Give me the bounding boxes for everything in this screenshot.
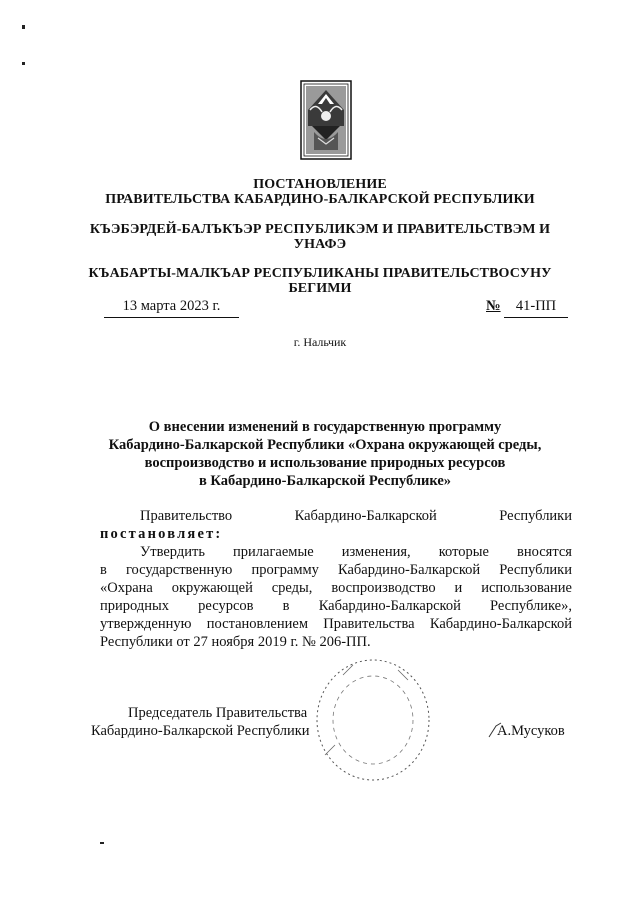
body-word: Республики: [499, 508, 572, 524]
body-word: прилагаемые: [233, 544, 314, 560]
body-line: [100, 579, 572, 597]
issuer-kabardian-line2: УНАФЭ: [293, 237, 347, 252]
body-word: изменения,: [341, 544, 411, 560]
number-sign: №: [486, 298, 501, 314]
issuer-russian: ПРАВИТЕЛЬСТВА КАБАРДИНО-БАЛКАРСКОЙ РЕСПУБЛИКИ: [105, 192, 535, 207]
signature-stroke-icon: [488, 722, 502, 738]
official-stamp-icon: [313, 655, 433, 785]
body-word: ресурсов: [198, 598, 254, 614]
body-word: в: [282, 598, 290, 614]
body-word: среды,: [271, 580, 313, 596]
decree-type: ПОСТАНОВЛЕНИЕ: [253, 177, 387, 192]
scan-speck: [22, 62, 25, 65]
body-word: Кабардино-Балкарской: [429, 616, 572, 632]
body-word: которые: [438, 544, 489, 560]
body-word: природных: [100, 598, 169, 614]
body-word: Правительства: [323, 616, 415, 632]
body-word: утвержденную: [100, 616, 192, 632]
body-line: [100, 507, 572, 525]
body-word: Кабардино-Балкарской: [338, 562, 481, 578]
decree-verb: постановляет:: [100, 526, 223, 542]
decree-number-block: [486, 297, 570, 317]
body-word: постановлением: [206, 616, 308, 632]
body-line: [100, 597, 572, 615]
body-word: и: [454, 580, 463, 596]
city: г. Нальчик: [293, 335, 347, 349]
coat-of-arms-icon: [300, 80, 352, 160]
body-word: использование: [481, 580, 572, 596]
decree-title: [90, 418, 560, 490]
body-word: окружающей: [171, 580, 253, 596]
issuer-balkar-line2: БЕГИМИ: [288, 281, 352, 296]
decree-body: [100, 507, 572, 651]
title-line: Кабардино-Балкарской Республики «Охрана окружающей среды,: [108, 437, 542, 453]
decree-number: 41-ПП: [504, 297, 568, 318]
body-word: Кабардино-Балкарской: [318, 598, 461, 614]
body-word: Правительство: [140, 508, 233, 524]
body-line: Республики от 27 ноября 2019 г. № 206-ПП.: [100, 634, 371, 650]
body-word: вносятся: [517, 544, 572, 560]
body-word: Утвердить: [140, 544, 205, 560]
body-word: Республики: [499, 562, 572, 578]
signatory-name: А.Мусуков: [497, 723, 565, 739]
scan-speck: [100, 842, 104, 844]
signatory-position-line1: Председатель Правительства: [128, 705, 308, 721]
title-line: воспроизводство и использование природных ресурсов: [144, 455, 506, 471]
title-line: в Кабардино-Балкарской Республике»: [198, 473, 452, 489]
body-word: «Охрана: [100, 580, 153, 596]
issuer-kabardian-line1: КЪЭБЭРДЕЙ-БАЛЪКЪЭР РЕСПУБЛИКЭМ И ПРАВИТЕЛЬСТВЭМ И: [89, 222, 551, 237]
body-word: Республике»,: [490, 598, 572, 614]
body-line: [100, 543, 572, 561]
body-word: программу: [251, 562, 319, 578]
title-line: О внесении изменений в государственную программу: [148, 419, 502, 435]
decree-date: 13 марта 2023 г.: [104, 297, 239, 318]
body-word: государственную: [125, 562, 233, 578]
body-word: Кабардино-Балкарской: [294, 508, 437, 524]
scan-speck: [22, 25, 25, 29]
body-word: в: [100, 562, 107, 578]
body-line: [100, 615, 572, 633]
body-line: [100, 561, 572, 579]
body-word: воспроизводство: [331, 580, 436, 596]
signatory-position-line2: Кабардино-Балкарской Республики: [91, 723, 310, 739]
issuer-balkar-line1: КЪАБАРТЫ-МАЛКЪАР РЕСПУБЛИКАНЫ ПРАВИТЕЛЬСТВОСУНУ: [88, 266, 552, 281]
